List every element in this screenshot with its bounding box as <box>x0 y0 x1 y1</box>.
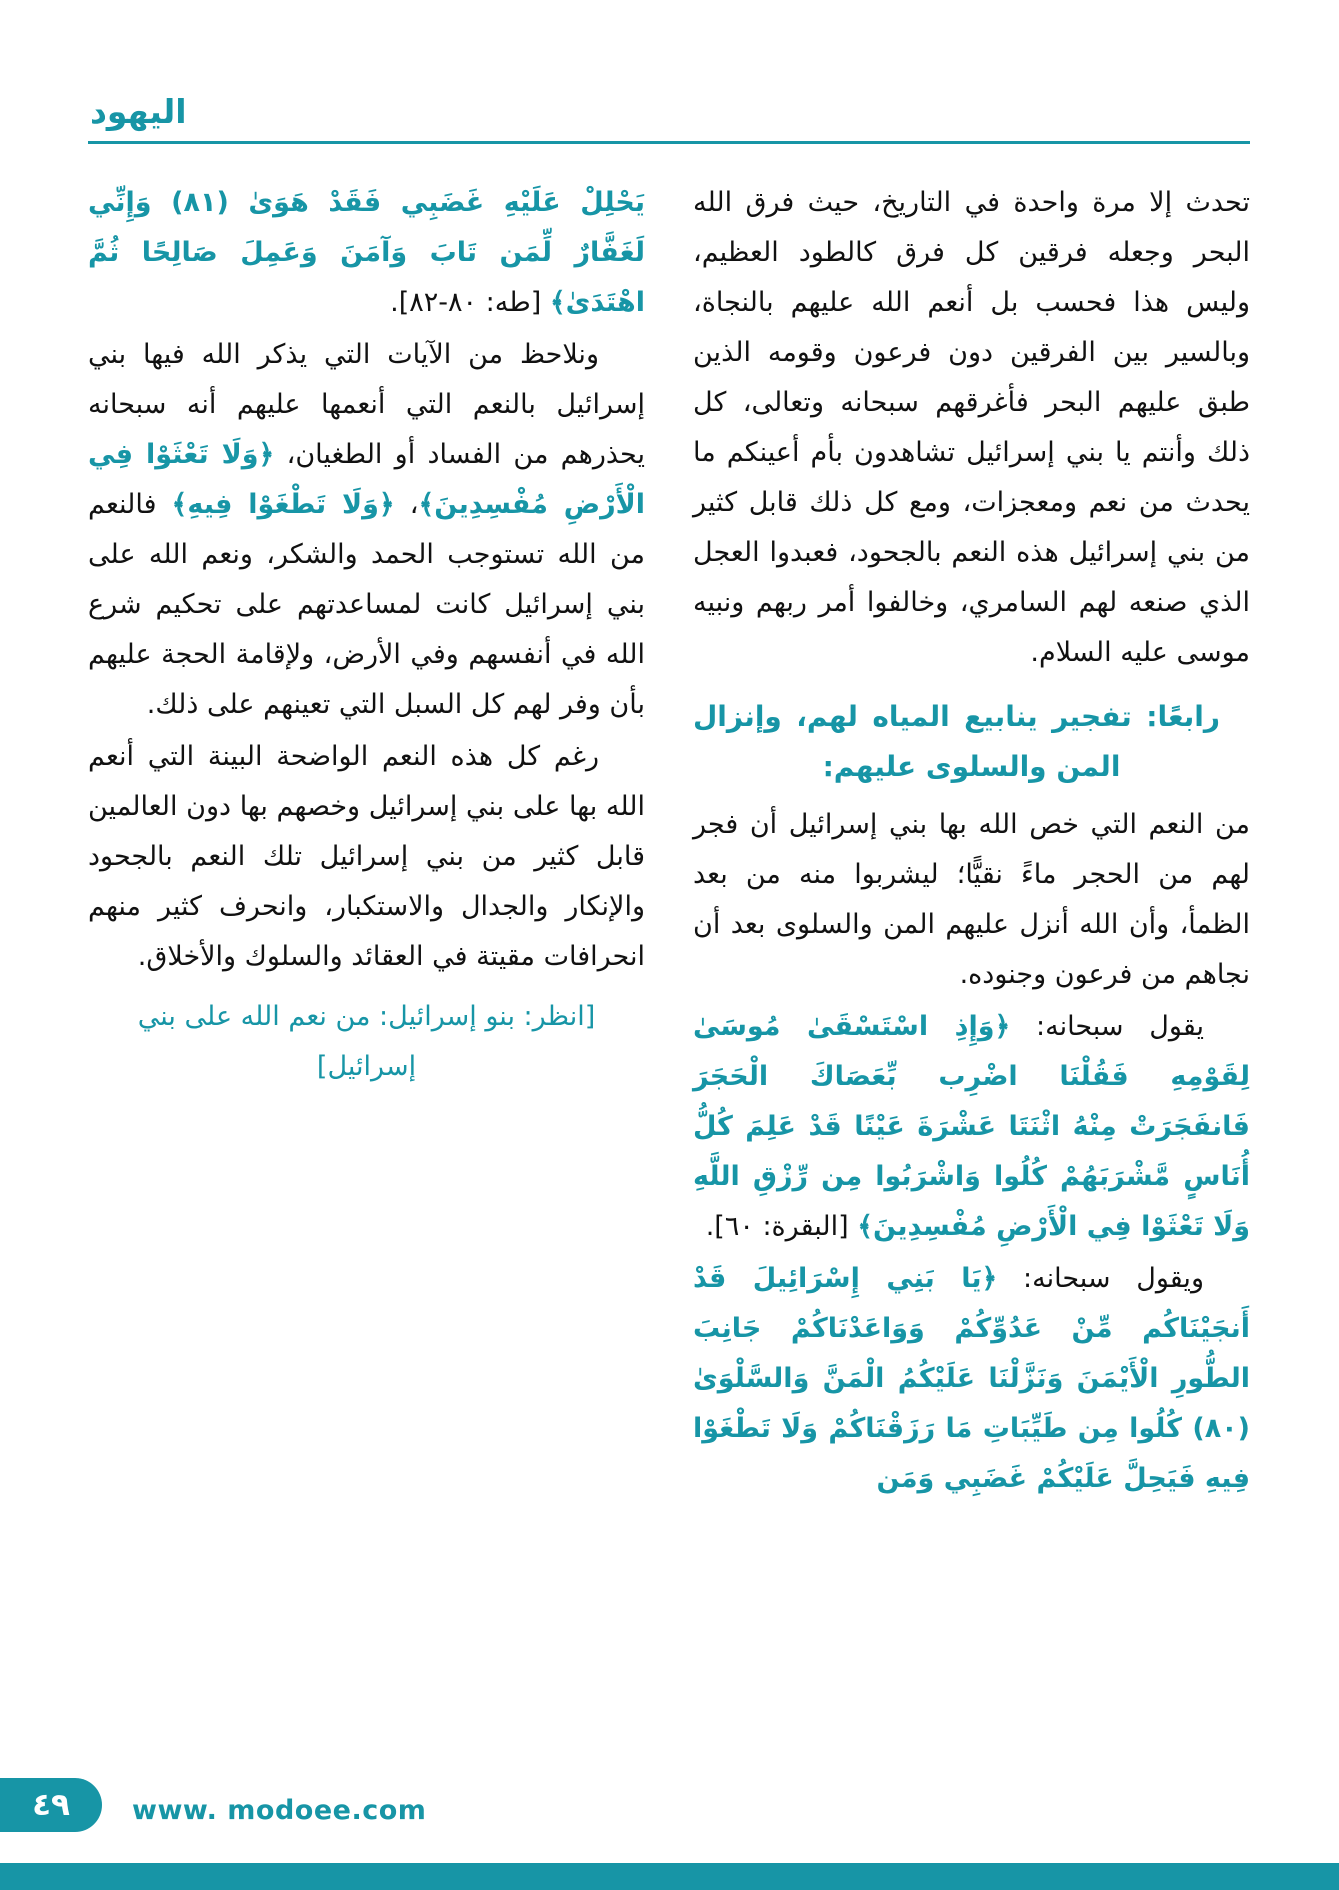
column-left <box>88 178 645 1504</box>
body-text: ، <box>394 489 419 520</box>
body-text: ويقول سبحانه: <box>997 1263 1204 1294</box>
section-heading-fourth <box>693 692 1250 792</box>
paragraph-verse-taha-start <box>693 1254 1250 1504</box>
paragraph-verse-taha-end <box>88 178 645 328</box>
body-text: من النعم التي خص الله بها بني إسرائيل أن فجر لهم من الحجر ماءً نقيًّا؛ ليشربوا منه من بعد الظمأ، وأن الله أنزل عليهم المن والسلوى بعد أن نجاهم من فرعون وجنوده. <box>693 809 1250 990</box>
heading-text: رابعًا: تفجير ينابيع المياه لهم، وإنزال المن والسلوى عليهم: <box>693 700 1220 783</box>
paragraph-observation <box>88 330 645 730</box>
quran-verse: ﴿وَلَا تَعْثَوْا فِي الْأَرْضِ مُفْسِدِينَ﴾ <box>88 439 646 520</box>
bottom-bar <box>0 1863 1339 1890</box>
quran-verse: ﴿وَإِذِ اسْتَسْقَىٰ مُوسَىٰ لِقَوْمِهِ فَقُلْنَا اضْرِب بِّعَصَاكَ الْحَجَرَ فَانفَجَرَتْ مِنْهُ اثْنَتَا عَشْرَةَ عَيْنًا قَدْ عَلِمَ كُلُّ أُنَاسٍ مَّشْرَبَهُمْ كُلُوا وَاشْرَبُوا مِن رِّزْقِ اللَّهِ وَلَا تَعْثَوْا فِي الْأَرْضِ مُفْسِدِينَ﴾ <box>693 1011 1250 1242</box>
body-text: [طه: ٨٠-٨٢]. <box>390 287 550 318</box>
quran-verse: ﴿وَلَا تَطْغَوْا فِيهِ﴾ <box>171 489 395 520</box>
quran-verse: ﴿يَا بَنِي إِسْرَائِيلَ قَدْ أَنجَيْنَاكُم مِّنْ عَدُوِّكُمْ وَوَاعَدْنَاكُمْ جَانِبَ الطُّورِ الْأَيْمَنَ وَنَزَّلْنَا عَلَيْكُمُ الْمَنَّ وَالسَّلْوَىٰ (٨٠) كُلُوا مِن طَيِّبَاتِ مَا رَزَقْنَاكُمْ وَلَا تَطْغَوْا فِيهِ فَيَحِلَّ عَلَيْكُمْ غَضَبِي وَمَن <box>693 1263 1250 1494</box>
body-text: ونلاحظ من الآيات التي يذكر الله فيها بني إسرائيل بالنعم التي أنعمها عليهم أنه سبحانه يحذرهم من الفساد أو الطغيان، <box>88 339 645 470</box>
content-columns <box>88 178 1250 1504</box>
body-text: رغم كل هذه النعم الواضحة البينة التي أنعم الله بها على بني إسرائيل وخصهم بها دون العالمين قابل كثير من بني إسرائيل تلك النعم بالجحود والإنكار والجدال والاستكبار، وانحرف كثير منهم انحرافات مقيتة في العقائد والسلوك والأخلاق. <box>88 741 645 972</box>
paragraph-ingratitude <box>88 732 645 982</box>
paragraph-blessings <box>693 800 1250 1000</box>
column-right <box>693 178 1250 1504</box>
body-text: تحدث إلا مرة واحدة في التاريخ، حيث فرق الله البحر وجعله فرقين كل فرق كالطود العظيم، وليس هذا فحسب بل أنعم الله عليهم بالنجاة، وبالسير بين الفرقين دون فرعون وقومه الذين طبق عليهم البحر فأغرقهم سبحانه وتعالى، كل ذلك وأنتم يا بني إسرائيل تشاهدون بأم أعينكم ما يحدث من نعم ومعجزات، ومع كل ذلك قابل كثير من بني إسرائيل هذه النعم بالجحود، فعبدوا العجل الذي صنعه لهم السامري، وخالفوا أمر ربهم ونبيه موسى عليه السلام. <box>693 187 1250 668</box>
quran-verse: يَحْلِلْ عَلَيْهِ غَضَبِي فَقَدْ هَوَىٰ (٨١) وَإِنِّي لَغَفَّارٌ لِّمَن تَابَ وَآمَنَ وَعَمِلَ صَالِحًا ثُمَّ اهْتَدَىٰ﴾ <box>88 187 645 318</box>
page-number: ٤٩ <box>32 1787 70 1823</box>
website-link[interactable]: www. modoee.com <box>132 1795 427 1826</box>
page-header <box>88 92 1250 144</box>
header-rule <box>88 141 1250 144</box>
page-number-badge <box>0 1778 102 1832</box>
paragraph-verse-baqarah <box>693 1002 1250 1252</box>
verse-reference: [انظر: بنو إسرائيل: من نعم الله على بني إسرائيل] <box>137 1001 596 1082</box>
body-text: [البقرة: ٦٠]. <box>705 1211 858 1242</box>
paragraph-history <box>693 178 1250 678</box>
body-text: يقول سبحانه: <box>1010 1011 1204 1042</box>
cross-reference-note <box>88 992 645 1092</box>
body-text: فالنعم من الله تستوجب الحمد والشكر، ونعم الله على بني إسرائيل كانت لمساعدتهم على تحكيم شرع الله في أنفسهم وفي الأرض، ولإقامة الحجة عليهم بأن وفر لهم كل السبل التي تعينهم على ذلك. <box>88 489 645 720</box>
page-title: اليهود <box>90 92 187 131</box>
